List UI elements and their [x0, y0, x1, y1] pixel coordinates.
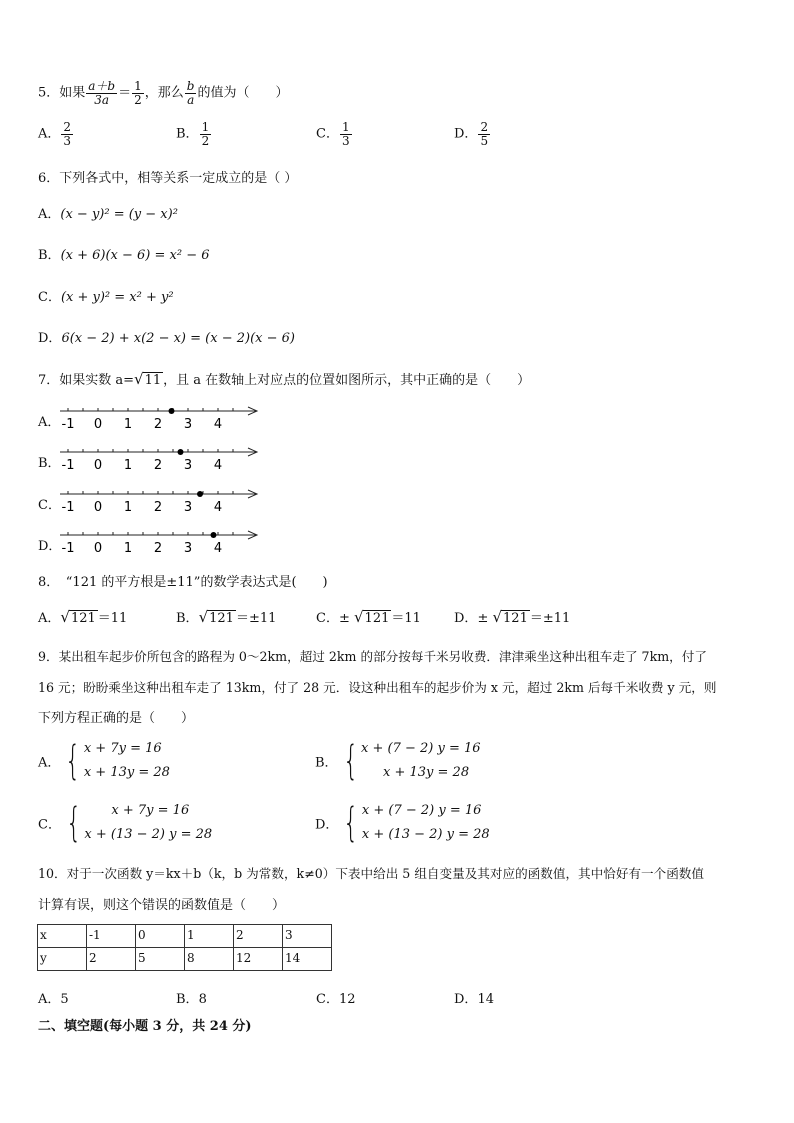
- tick-label: 0: [93, 417, 103, 432]
- q10-line-1: 10．对于一次函数 y＝kx＋b（k，b 为常数，k≠0）下表中给出 5 组自变量及其对应的函数值，其中恰好有一个函数值: [38, 866, 704, 881]
- q5-prefix: 5．如果: [38, 85, 86, 101]
- table-cell: 14: [283, 948, 332, 971]
- q5-option-d[interactable]: [454, 121, 491, 147]
- q5-option-a[interactable]: [38, 121, 74, 147]
- q6-option-b[interactable]: [38, 244, 210, 263]
- q9-option-b[interactable]: B． { x + (7 − 2) y = 16 x + 13y = 28: [315, 738, 481, 784]
- table-cell: 5: [136, 948, 185, 971]
- tick-label: -1: [61, 417, 75, 432]
- q7-radicand: 11: [144, 373, 162, 388]
- option-label: C．: [316, 126, 339, 142]
- tick-label: -1: [61, 458, 75, 473]
- tick-label: 2: [153, 458, 163, 473]
- option-label: A．: [38, 207, 61, 222]
- option-radicand: 121: [70, 611, 96, 626]
- tick-label: 3: [183, 500, 193, 515]
- q8-stem: 8． “121 的平方根是±11”的数学表达式是( ): [38, 575, 328, 590]
- option-post: ＝11: [391, 611, 421, 626]
- tick-label: 1: [123, 458, 133, 473]
- tick-label: 4: [213, 458, 223, 473]
- q9-option-d[interactable]: D． { x + (7 − 2) y = 16 x + (13 − 2) y = 28: [315, 800, 490, 846]
- q10-value-table: [37, 924, 332, 971]
- q5-frac-num: a＋b: [88, 79, 116, 93]
- q5-option-b[interactable]: [176, 121, 212, 147]
- option-den: 5: [480, 133, 489, 148]
- tick-label: 3: [183, 541, 193, 556]
- equation-2: x + 13y = 28: [383, 765, 470, 780]
- q7-stem: 7．如果实数 a=√11 ，且 a 在数轴上对应点的位置如图所示，其中正确的是（ ）: [38, 370, 531, 388]
- q5-half-den: 2: [134, 92, 142, 107]
- table-cell: 12: [234, 948, 283, 971]
- q10-option-a[interactable]: [38, 988, 69, 1007]
- option-label: C．: [316, 611, 339, 626]
- option-den: 3: [63, 133, 72, 148]
- q5-stem: [38, 80, 289, 106]
- tick-label: 1: [123, 417, 133, 432]
- equation-1: x + 7y = 16: [111, 803, 190, 818]
- tick-label: 4: [213, 500, 223, 515]
- option-label: B．: [176, 126, 199, 142]
- q5-ba-den: a: [187, 92, 195, 107]
- option-label: D．: [315, 817, 339, 833]
- tick-label: 1: [123, 541, 133, 556]
- point-a: [169, 408, 175, 414]
- q5-ba-num: b: [186, 79, 195, 93]
- table-cell: 0: [136, 925, 185, 948]
- option-label: D．: [454, 992, 478, 1007]
- q5-frac-half: [132, 80, 144, 106]
- option-label: D．: [38, 539, 62, 554]
- option-expr: (x − y)² = (y − x)²: [60, 207, 178, 222]
- q9-line-2: 16 元；盼盼乘坐这种出租车走了 13km，付了 28 元．设这种出租车的起步价为 x 元，超过 2km 后每千米收费 y 元，则: [38, 680, 717, 695]
- option-label: B．: [176, 992, 199, 1007]
- equation-2: x + (13 − 2) y = 28: [361, 827, 490, 842]
- q10-option-d[interactable]: [454, 988, 494, 1007]
- q8-option-a[interactable]: A．√121 ＝11: [38, 608, 128, 626]
- option-expr: (x + y)² = x² + y²: [60, 290, 174, 305]
- option-value: 8: [198, 992, 207, 1007]
- q5-eq: ＝: [118, 85, 132, 101]
- option-label: D．: [454, 611, 478, 626]
- tick-label: 0: [93, 541, 103, 556]
- q8-option-d[interactable]: D．± √121 ＝±11: [454, 608, 571, 626]
- number-line: [58, 444, 263, 474]
- option-num: 1: [341, 120, 350, 134]
- tick-label: 0: [93, 458, 103, 473]
- number-line: [58, 403, 263, 433]
- option-expr: (x + 6)(x − 6) = x² − 6: [60, 248, 210, 263]
- option-value: 14: [477, 992, 494, 1007]
- table-cell: y: [38, 948, 87, 971]
- table-cell: 2: [87, 948, 136, 971]
- option-label: C．: [316, 992, 339, 1007]
- point-a: [211, 532, 217, 538]
- option-radicand: 121: [209, 611, 234, 626]
- tick-label: 4: [213, 417, 223, 432]
- equation-1: x + 7y = 16: [83, 741, 162, 756]
- option-num: 1: [201, 120, 210, 134]
- table-cell: x: [38, 925, 87, 948]
- table-row: [38, 948, 332, 971]
- equation-2: x + (13 − 2) y = 28: [84, 827, 213, 842]
- table-cell: 8: [185, 948, 234, 971]
- q5-frac-den: 3a: [94, 92, 110, 107]
- option-label: A．: [38, 755, 61, 771]
- table-cell: -1: [87, 925, 136, 948]
- option-label: A．: [38, 611, 61, 626]
- point-a: [178, 449, 184, 455]
- tick-label: 1: [123, 500, 133, 515]
- table-cell: 1: [185, 925, 234, 948]
- option-label: A．: [38, 126, 61, 142]
- tick-label: 2: [153, 417, 163, 432]
- q9-line-3: 下列方程正确的是（ ）: [38, 711, 195, 726]
- option-label: B．: [315, 755, 338, 771]
- tick-label: 2: [153, 541, 163, 556]
- option-label: B．: [176, 611, 199, 626]
- option-post: ＝±11: [235, 611, 277, 626]
- tick-label: -1: [61, 500, 75, 515]
- option-value: 5: [60, 992, 69, 1007]
- option-den: 2: [201, 133, 210, 148]
- tick-label: 0: [93, 500, 103, 515]
- number-line: [58, 527, 263, 557]
- tick-label: -1: [61, 541, 75, 556]
- table-row: [38, 925, 332, 948]
- table-cell: 3: [283, 925, 332, 948]
- q9-option-a[interactable]: A． { x + 7y = 16 x + 13y = 28: [38, 738, 170, 784]
- q9-option-c[interactable]: C． { x + 7y = 16 x + (13 − 2) y = 28: [38, 800, 213, 846]
- q5-frac-ba: [185, 80, 197, 106]
- q7-stem-post: ，且 a 在数轴上对应点的位置如图所示，其中正确的是（ ）: [163, 373, 531, 388]
- tick-label: 4: [213, 541, 223, 556]
- q6-option-c[interactable]: [38, 286, 174, 305]
- option-pre: ±: [477, 611, 493, 626]
- option-num: 2: [480, 120, 489, 134]
- option-label: D．: [454, 126, 478, 142]
- q10-option-c[interactable]: [316, 988, 356, 1007]
- q5-frac-ab: [86, 80, 117, 106]
- tick-label: 3: [183, 417, 193, 432]
- equation-1: x + (7 − 2) y = 16: [361, 803, 482, 818]
- option-expr: 6(x − 2) + x(2 − x) = (x − 2)(x − 6): [61, 331, 295, 346]
- q8-option-c[interactable]: C．± √121 ＝11: [316, 608, 421, 626]
- q6-stem: 6．下列各式中，相等关系一定成立的是（ ）: [38, 171, 298, 186]
- option-value: 12: [338, 992, 356, 1007]
- q5-half-num: 1: [134, 79, 142, 93]
- q5-suffix: 的值为（ ）: [197, 85, 289, 101]
- option-post: ＝±11: [529, 611, 571, 626]
- q9-line-1: 9．某出租车起步价所包含的路程为 0～2km，超过 2km 的部分按每千米另收费．津津乘坐这种出租车走了 7km，付了: [38, 649, 707, 664]
- q8-option-b[interactable]: B．√121 ＝±11: [176, 608, 277, 626]
- tick-label: 2: [153, 500, 163, 515]
- q6-option-d[interactable]: [38, 327, 295, 346]
- option-label: D．: [38, 331, 62, 346]
- option-label: C．: [38, 817, 61, 833]
- q10-option-b[interactable]: [176, 988, 207, 1007]
- q7-stem-pre: 7．如果实数 a=: [38, 373, 135, 388]
- section-heading: 二、填空题(每小题 3 分，共 24 分): [38, 1019, 252, 1034]
- option-radicand: 121: [503, 611, 528, 626]
- option-post: ＝11: [97, 611, 128, 626]
- point-a: [197, 491, 203, 497]
- q6-option-a[interactable]: [38, 203, 178, 222]
- q5-mid: ，那么: [144, 85, 184, 101]
- option-label: C．: [38, 498, 61, 513]
- option-num: 2: [63, 120, 72, 134]
- number-line: [58, 486, 263, 516]
- option-pre: ±: [338, 611, 354, 626]
- q10-line-2: 计算有误，则这个错误的函数值是（ ）: [38, 898, 286, 913]
- option-radicand: 121: [364, 611, 390, 626]
- equation-2: x + 13y = 28: [83, 765, 170, 780]
- option-label: A．: [38, 992, 61, 1007]
- table-cell: 2: [234, 925, 283, 948]
- option-label: B．: [38, 456, 61, 471]
- option-label: B．: [38, 248, 61, 263]
- option-den: 3: [341, 133, 350, 148]
- equation-1: x + (7 − 2) y = 16: [361, 741, 481, 756]
- option-label: C．: [38, 290, 61, 305]
- tick-label: 3: [183, 458, 193, 473]
- option-label: A．: [38, 415, 61, 430]
- q5-option-c[interactable]: [316, 121, 353, 147]
